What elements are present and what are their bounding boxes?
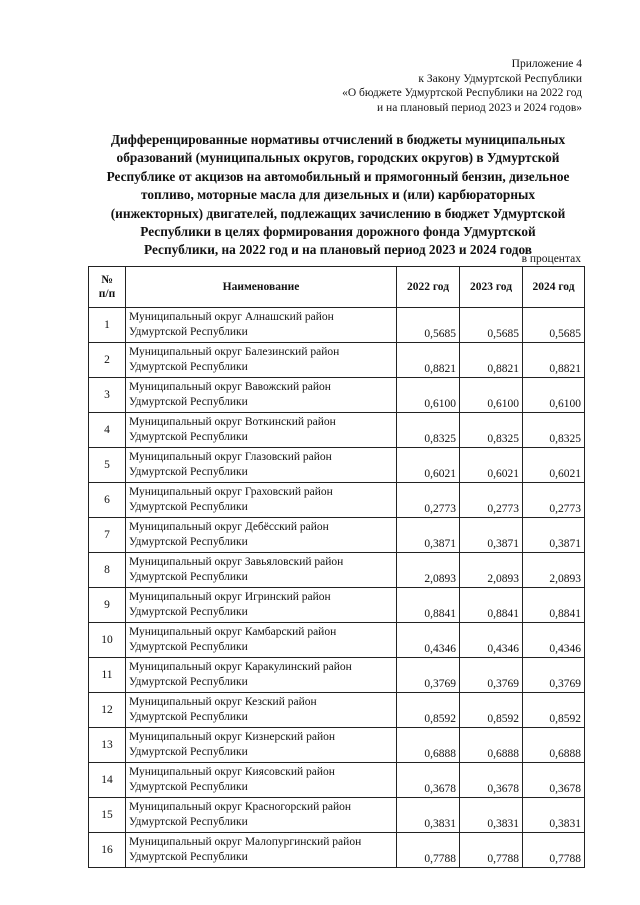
table-row bbox=[89, 343, 585, 378]
table-row bbox=[89, 413, 585, 448]
value-2022: 0,3831 bbox=[397, 798, 460, 833]
value-2022: 0,8821 bbox=[397, 343, 460, 378]
value-2022: 0,8325 bbox=[397, 413, 460, 448]
title-line: Республики в целях формирования дорожного фонда Удмуртской bbox=[140, 224, 536, 240]
value-2022: 0,2773 bbox=[397, 483, 460, 518]
name-line-1: Муниципальный округ Балезинский район bbox=[129, 346, 340, 358]
row-number: 2 bbox=[89, 343, 126, 378]
appendix-line: «О бюджете Удмуртской Республики на 2022 год bbox=[342, 87, 582, 100]
row-number: 9 bbox=[89, 588, 126, 623]
value-2022: 0,5685 bbox=[397, 308, 460, 343]
table-row bbox=[89, 763, 585, 798]
name-line-2: Удмуртской Республики bbox=[129, 361, 248, 373]
value-2022: 0,6100 bbox=[397, 378, 460, 413]
value-2023: 0,4346 bbox=[460, 623, 523, 658]
title-line: образований (муниципальных округов, городских округов) в Удмуртской bbox=[116, 150, 560, 166]
value-2023: 0,2773 bbox=[460, 483, 523, 518]
row-number: 4 bbox=[89, 413, 126, 448]
municipality-name bbox=[126, 413, 397, 448]
row-number: 13 bbox=[89, 728, 126, 763]
municipality-name bbox=[126, 693, 397, 728]
value-2022: 0,8841 bbox=[397, 588, 460, 623]
name-line-1: Муниципальный округ Кизнерский район bbox=[129, 731, 336, 743]
table-row bbox=[89, 623, 585, 658]
value-2023: 0,3678 bbox=[460, 763, 523, 798]
name-line-1: Муниципальный округ Красногорский район bbox=[129, 801, 352, 813]
value-2023: 0,6021 bbox=[460, 448, 523, 483]
value-2024: 0,3769 bbox=[523, 658, 585, 693]
name-line-2: Удмуртской Республики bbox=[129, 431, 248, 443]
municipality-name bbox=[126, 483, 397, 518]
value-2023: 0,3831 bbox=[460, 798, 523, 833]
municipality-name bbox=[126, 588, 397, 623]
name-line-2: Удмуртской Республики bbox=[129, 851, 248, 863]
municipality-name bbox=[126, 343, 397, 378]
value-2022: 0,4346 bbox=[397, 623, 460, 658]
row-number: 16 bbox=[89, 833, 126, 868]
value-2022: 0,6021 bbox=[397, 448, 460, 483]
value-2023: 0,5685 bbox=[460, 308, 523, 343]
name-line-2: Удмуртской Республики bbox=[129, 606, 248, 618]
municipality-name bbox=[126, 378, 397, 413]
municipality-name bbox=[126, 623, 397, 658]
header-2023: 2023 год bbox=[460, 267, 523, 308]
table-body bbox=[89, 308, 585, 868]
row-number: 12 bbox=[89, 693, 126, 728]
units-label: в процентах bbox=[521, 253, 581, 265]
value-2023: 0,3769 bbox=[460, 658, 523, 693]
header-name: Наименование bbox=[126, 267, 397, 308]
value-2023: 0,6888 bbox=[460, 728, 523, 763]
name-line-2: Удмуртской Республики bbox=[129, 781, 248, 793]
table-row bbox=[89, 308, 585, 343]
row-number: 8 bbox=[89, 553, 126, 588]
municipality-name bbox=[126, 833, 397, 868]
table-row bbox=[89, 483, 585, 518]
normatives-table bbox=[88, 266, 585, 868]
value-2024: 0,6888 bbox=[523, 728, 585, 763]
name-line-1: Муниципальный округ Дебёсский район bbox=[129, 521, 329, 533]
value-2024: 0,3831 bbox=[523, 798, 585, 833]
value-2023: 0,3871 bbox=[460, 518, 523, 553]
value-2022: 0,3678 bbox=[397, 763, 460, 798]
name-line-1: Муниципальный округ Киясовский район bbox=[129, 766, 335, 778]
name-line-1: Муниципальный округ Глазовский район bbox=[129, 451, 332, 463]
name-line-1: Муниципальный округ Каракулинский район bbox=[129, 661, 352, 673]
name-line-2: Удмуртской Республики bbox=[129, 676, 248, 688]
municipality-name bbox=[126, 763, 397, 798]
header-2024: 2024 год bbox=[523, 267, 585, 308]
value-2022: 0,6888 bbox=[397, 728, 460, 763]
name-line-1: Муниципальный округ Воткинский район bbox=[129, 416, 336, 428]
value-2023: 0,8592 bbox=[460, 693, 523, 728]
table-row bbox=[89, 658, 585, 693]
table-row bbox=[89, 553, 585, 588]
title-line: (инжекторных) двигателей, подлежащих зачислению в бюджет Удмуртской bbox=[110, 205, 566, 221]
value-2024: 2,0893 bbox=[523, 553, 585, 588]
name-line-2: Удмуртской Республики bbox=[129, 641, 248, 653]
header-number: № п/п bbox=[89, 267, 126, 308]
appendix-line: и на плановый период 2023 и 2024 годов» bbox=[377, 101, 582, 114]
appendix-line: к Закону Удмуртской Республики bbox=[418, 72, 582, 85]
value-2024: 0,8841 bbox=[523, 588, 585, 623]
municipality-name bbox=[126, 798, 397, 833]
name-line-1: Муниципальный округ Камбарский район bbox=[129, 626, 337, 638]
name-line-1: Муниципальный округ Игринский район bbox=[129, 591, 331, 603]
value-2024: 0,6100 bbox=[523, 378, 585, 413]
value-2022: 0,8592 bbox=[397, 693, 460, 728]
name-line-2: Удмуртской Республики bbox=[129, 536, 248, 548]
table-row bbox=[89, 833, 585, 868]
row-number: 14 bbox=[89, 763, 126, 798]
table-header-row bbox=[89, 267, 585, 308]
value-2024: 0,3871 bbox=[523, 518, 585, 553]
municipality-name bbox=[126, 658, 397, 693]
value-2024: 0,5685 bbox=[523, 308, 585, 343]
value-2024: 0,2773 bbox=[523, 483, 585, 518]
municipality-name bbox=[126, 448, 397, 483]
table-row bbox=[89, 518, 585, 553]
title-line: Дифференцированные нормативы отчислений в бюджеты муниципальных bbox=[110, 132, 566, 147]
table-row bbox=[89, 588, 585, 623]
title-line: Республики, на 2022 год и на плановый период 2023 и 2024 годов bbox=[144, 242, 532, 258]
title-line: Республике от акцизов на автомобильный и прямогонный бензин, дизельное bbox=[106, 168, 570, 184]
name-line-2: Удмуртской Республики bbox=[129, 326, 248, 338]
value-2024: 0,8821 bbox=[523, 343, 585, 378]
table-row bbox=[89, 448, 585, 483]
row-number: 5 bbox=[89, 448, 126, 483]
name-line-2: Удмуртской Республики bbox=[129, 501, 248, 513]
value-2022: 0,7788 bbox=[397, 833, 460, 868]
title-line: топливо, моторные масла для дизельных и (или) карбюраторных bbox=[140, 187, 536, 203]
row-number: 7 bbox=[89, 518, 126, 553]
name-line-2: Удмуртской Республики bbox=[129, 396, 248, 408]
municipality-name bbox=[126, 728, 397, 763]
table-row bbox=[89, 693, 585, 728]
document-title bbox=[88, 131, 588, 260]
value-2024: 0,8325 bbox=[523, 413, 585, 448]
row-number: 15 bbox=[89, 798, 126, 833]
table-row bbox=[89, 728, 585, 763]
value-2023: 0,8325 bbox=[460, 413, 523, 448]
value-2024: 0,4346 bbox=[523, 623, 585, 658]
appendix-reference bbox=[282, 57, 582, 115]
appendix-line: Приложение 4 bbox=[511, 58, 582, 70]
value-2023: 0,7788 bbox=[460, 833, 523, 868]
municipality-name bbox=[126, 518, 397, 553]
value-2024: 0,7788 bbox=[523, 833, 585, 868]
value-2024: 0,3678 bbox=[523, 763, 585, 798]
row-number: 1 bbox=[89, 308, 126, 343]
value-2022: 0,3769 bbox=[397, 658, 460, 693]
row-number: 10 bbox=[89, 623, 126, 658]
name-line-2: Удмуртской Республики bbox=[129, 571, 248, 583]
value-2024: 0,6021 bbox=[523, 448, 585, 483]
row-number: 3 bbox=[89, 378, 126, 413]
value-2023: 0,6100 bbox=[460, 378, 523, 413]
value-2023: 0,8821 bbox=[460, 343, 523, 378]
value-2022: 0,3871 bbox=[397, 518, 460, 553]
name-line-1: Муниципальный округ Кезский район bbox=[129, 696, 317, 708]
name-line-1: Муниципальный округ Завьяловский район bbox=[129, 556, 344, 568]
name-line-2: Удмуртской Республики bbox=[129, 816, 248, 828]
name-line-1: Муниципальный округ Алнашский район bbox=[129, 311, 334, 323]
value-2023: 0,8841 bbox=[460, 588, 523, 623]
name-line-1: Муниципальный округ Граховский район bbox=[129, 486, 333, 498]
name-line-2: Удмуртской Республики bbox=[129, 711, 248, 723]
name-line-2: Удмуртской Республики bbox=[129, 466, 248, 478]
table-row bbox=[89, 378, 585, 413]
value-2024: 0,8592 bbox=[523, 693, 585, 728]
row-number: 11 bbox=[89, 658, 126, 693]
municipality-name bbox=[126, 308, 397, 343]
value-2023: 2,0893 bbox=[460, 553, 523, 588]
name-line-2: Удмуртской Республики bbox=[129, 746, 248, 758]
table-row bbox=[89, 798, 585, 833]
row-number: 6 bbox=[89, 483, 126, 518]
name-line-1: Муниципальный округ Малопургинский район bbox=[129, 836, 362, 848]
header-2022: 2022 год bbox=[397, 267, 460, 308]
value-2022: 2,0893 bbox=[397, 553, 460, 588]
municipality-name bbox=[126, 553, 397, 588]
name-line-1: Муниципальный округ Вавожский район bbox=[129, 381, 331, 393]
